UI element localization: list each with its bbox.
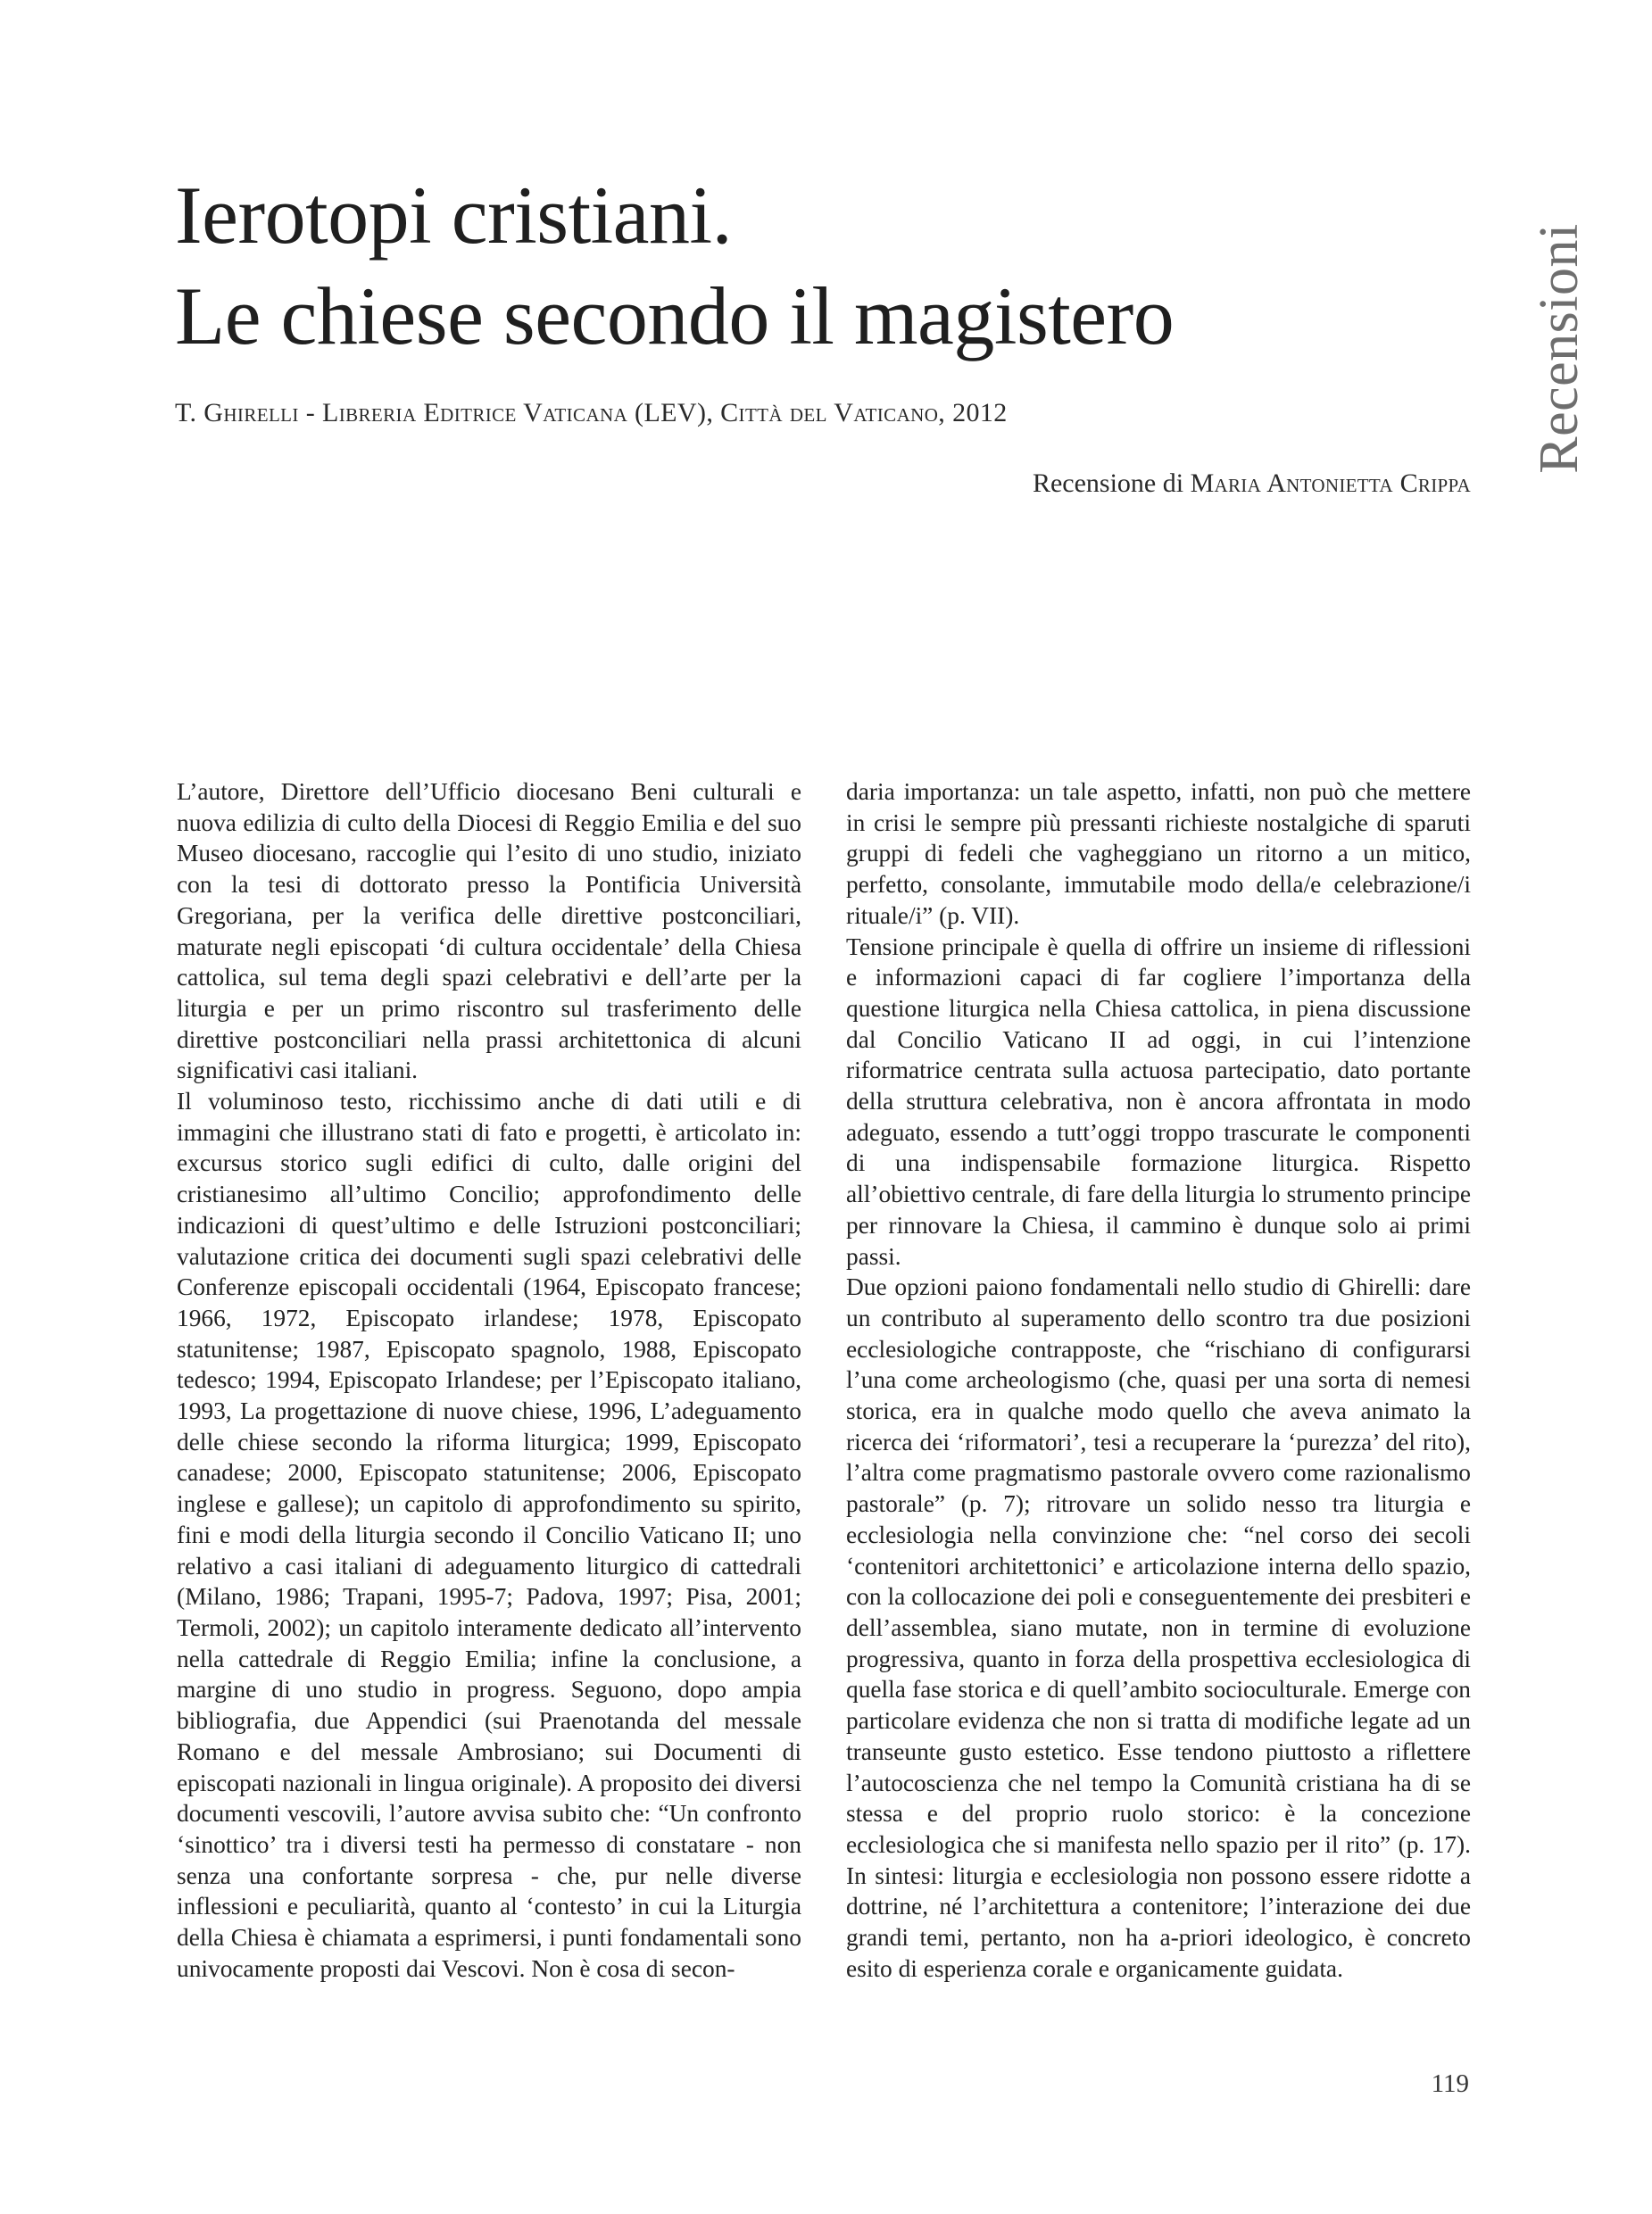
section-label — [1528, 214, 1590, 482]
section-label-text: Recensioni — [1528, 222, 1590, 474]
book-citation: T. Ghirelli - Libreria Editrice Vaticana (LEV), Città del Vaticano, 2012 — [175, 398, 1008, 427]
paragraph: Due opzioni paiono fondamentali nello studio di Ghirelli: dare un contributo al superamento dello scontro tra due posizioni ecclesiologiche contrapposte, che “rischiano di configurarsi l’una come archeologismo (che, quasi per una sorta di nemesi storica, era in qualche modo quello che aveva animato la ricerca dei ‘riformatori’, tesi a recuperare la ‘purezza’ del rito), l’altra come pragmatismo pastorale ovvero come razionalismo pastorale” (p. 7); ritrovare un solido nesso tra liturgia e ecclesiologia nella convinzione che: “nel corso dei secoli ‘contenitori architettonici’ e articolazione interna dello spazio, con la collocazione dei poli e conseguentemente dei presbiteri e dell’assemblea, siano mutate, non in termine di evoluzione progressiva, quanto in forza della prospettiva ecclesiologica di quella fase storica e di quell’ambito socioculturale. Emerge con particolare evidenza che non si tratta di modifiche legate ad un transeunte gusto estetico. Esse tendono piuttosto a riflettere l’autocoscienza che nel tempo la Comunità cristiana ha di se stessa e del proprio ruolo storico: è la concezione ecclesiologica che si manifesta nello spazio per il rito” (p. 17). In sintesi: liturgia e ecclesiologia non possono essere ridotte a dottrine, né l’architettura a contenitore; l’interazione dei due grandi temi, pertanto, non ha a-priori ideologico, è concreto esito di esperienza corale e organicamente guidata. — [846, 1273, 1471, 1982]
paragraph: Il voluminoso testo, ricchissimo anche di dati utili e di immagini che illustrano stati di fato e progetti, è articolato in: excursus storico sugli edifici di culto, dalle origini del cristianesimo all’ultimo Concilio; approfondimento delle indicazioni di quest’ultimo e delle Istruzioni postconciliari; valutazione critica dei documenti sugli spazi celebrativi delle Conferenze episcopali occidentali (1964, Episcopato francese; 1966, 1972, Episcopato irlandese; 1978, Episcopato statunitense; 1987, Episcopato spagnolo, 1988, Episcopato tedesco; 1994, Episcopato Irlandese; per l’Episcopato italiano, 1993, La progettazione di nuove chiese, 1996, L’adeguamento delle chiese secondo la riforma liturgica; 1999, Episcopato canadese; 2000, Episcopato statunitense; 2006, Episcopato inglese e gallese); un capitolo di approfondimento su spirito, fini e modi della liturgia secondo il Concilio Vaticano II; uno relativo a casi italiani di adeguamento liturgico di cattedrali (Milano, 1986; Trapani, 1995-7; Padova, 1997; Pisa, 2001; Termoli, 2002); un capitolo interamente dedicato all’intervento nella cattedrale di Reggio Emilia; infine la conclusione, a margine di uno studio in progress. Seguono, dopo ampia bibliografia, due Appendici (sui Praenotanda del messale Romano e del messale Ambrosiano; sui Documenti di episcopati nazionali in lingua originale). A proposito dei diversi documenti vescovili, l’autore avvisa subito che: “Un confronto ‘sinottico’ tra i diversi testi ha permesso di constatare - non senza una confortante sorpresa - che, pur nelle diverse inflessioni e peculiarità, quanto al ‘contesto’ in cui la Liturgia della Chiesa è chiamata a esprimersi, i punti fondamentali sono univocamente proposti dai Vescovi. Non è cosa di secon- — [177, 1088, 801, 1982]
article-title-line-1: Ierotopi cristiani. — [175, 170, 733, 261]
text-column-right — [846, 776, 1471, 1984]
reviewer-name: Maria Antonietta Crippa — [1190, 469, 1471, 498]
text-column-left — [177, 776, 801, 1984]
reviewer-credit — [1033, 466, 1471, 502]
paragraph: Tensione principale è quella di offrire un insieme di riflessioni e informazioni capaci di far cogliere l’importanza della questione liturgica nella Chiesa cattolica, in piena discussione dal Concilio Vaticano II ad oggi, in cui l’intenzione riformatrice centrata sulla actuosa partecipatio, dato portante della struttura celebrativa, non è ancora affrontata in modo adeguato, essendo a tutt’oggi troppo trascurate le componenti di una indispensabile formazione liturgica. Rispetto all’obiettivo centrale, di fare della liturgia lo strumento principe per rinnovare la Chiesa, il cammino è dunque solo ai primi passi. — [846, 933, 1471, 1270]
page-number: 119 — [1431, 2069, 1469, 2098]
reviewer-prefix: Recensione di — [1032, 469, 1191, 498]
article-title-line-2: Le chiese secondo il magistero — [175, 270, 1175, 361]
paragraph: daria importanza: un tale aspetto, infatti, non può che mettere in crisi le sempre più pressanti richieste nostalgiche di sparuti gruppi di fedeli che vagheggiano un ritorno a un mitico, perfetto, consolante, immutabile modo della/e celebrazione/i rituale/i” (p. VII). — [846, 778, 1471, 929]
paragraph: L’autore, Direttore dell’Ufficio diocesano Beni culturali e nuova edilizia di culto della Diocesi di Reggio Emilia e del suo Museo diocesano, raccoglie qui l’esito di uno studio, iniziato con la tesi di dottorato presso la Pontificia Università Gregoriana, per la verifica delle direttive postconciliari, maturate negli episcopati ‘di cultura occidentale’ della Chiesa cattolica, sul tema degli spazi celebrativi e dell’arte per la liturgia e per un primo riscontro sul trasferimento delle direttive postconciliari nella prassi architettonica di alcuni significativi casi italiani. — [177, 778, 801, 1084]
article-title — [175, 165, 1424, 367]
